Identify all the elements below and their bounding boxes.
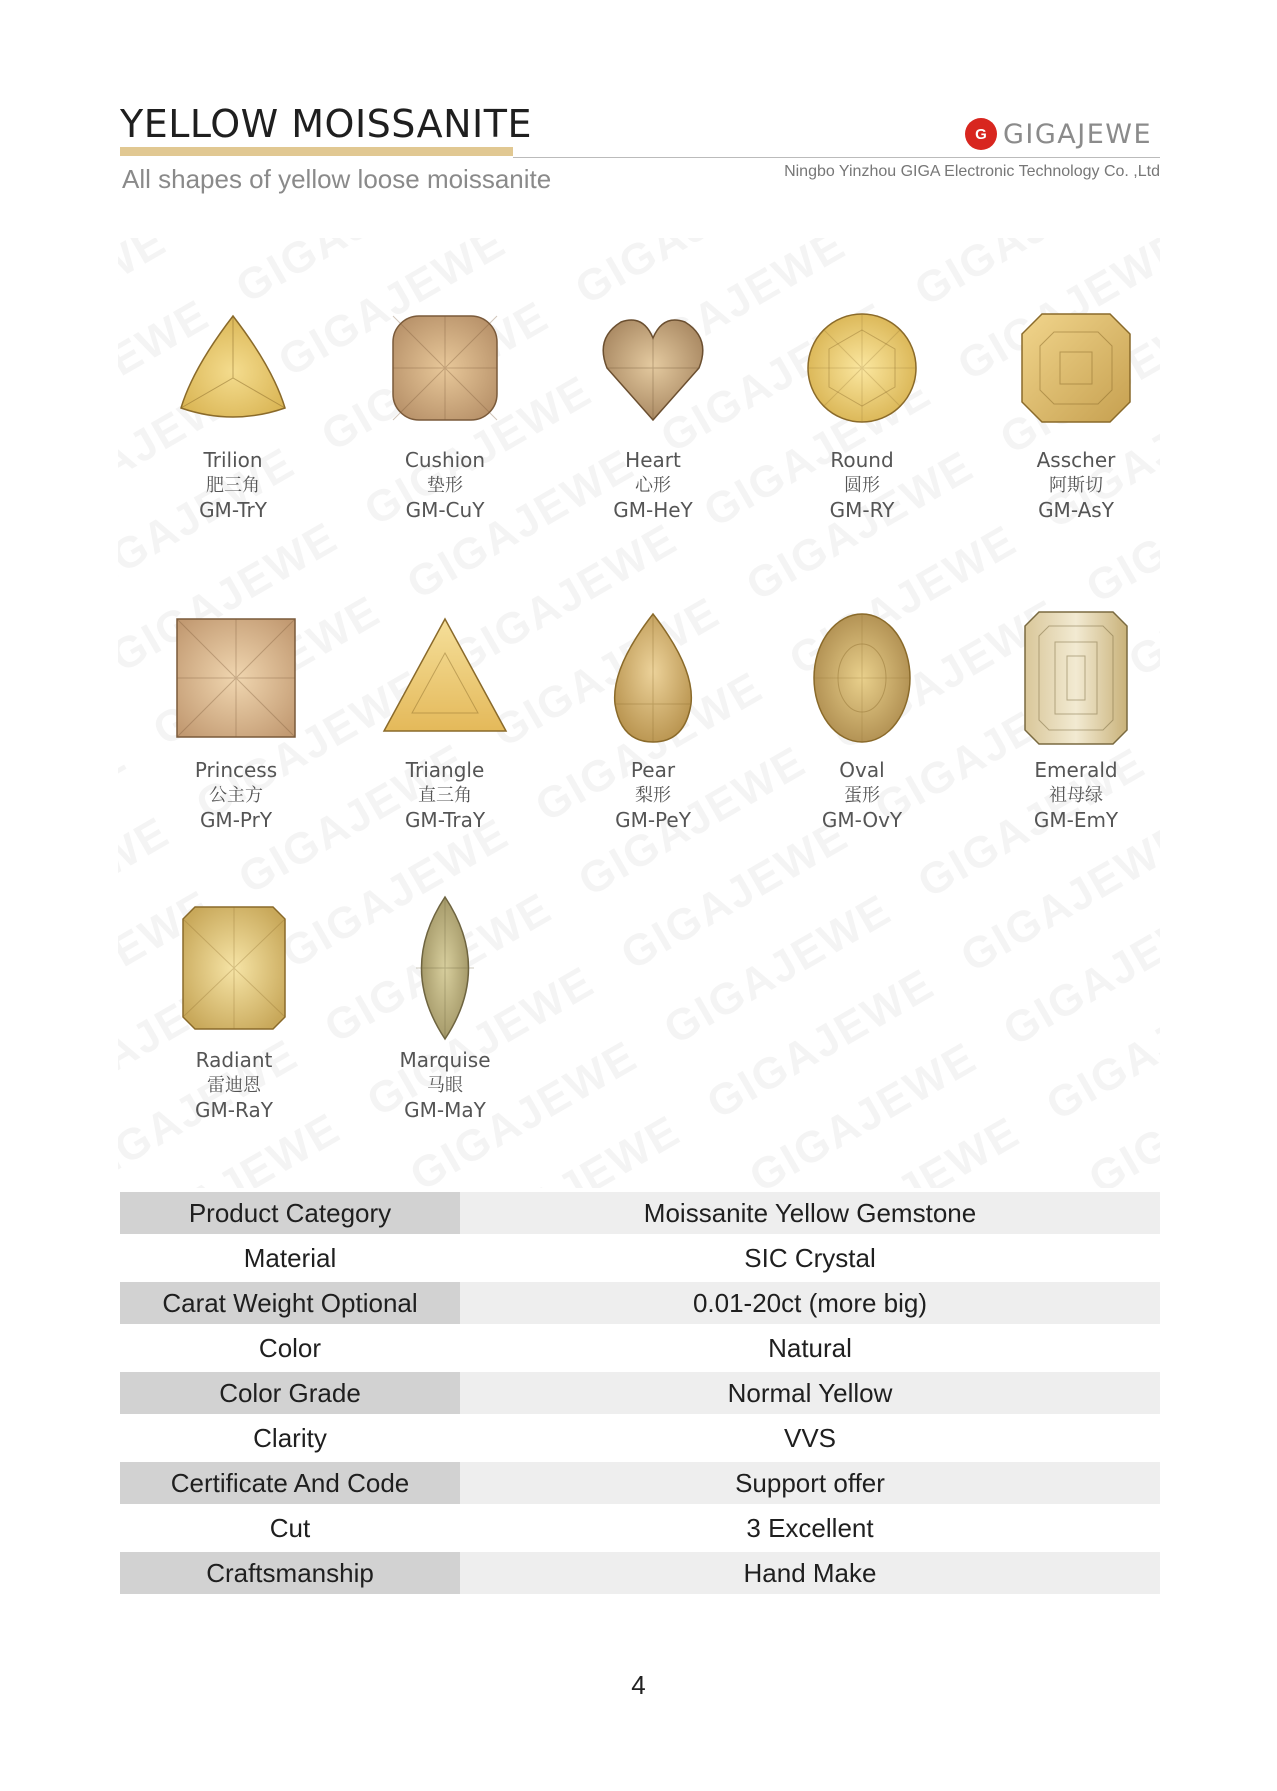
gem-name: Round: [830, 448, 894, 472]
page-title: YELLOW MOISSANITE: [120, 102, 532, 146]
spec-label: Clarity: [253, 1422, 327, 1453]
spec-value: 0.01-20ct (more big): [460, 1282, 1160, 1324]
brand-logo: [965, 118, 1152, 150]
cushion-gem-icon: [340, 288, 550, 448]
title-underline-gray: [513, 157, 1160, 158]
asscher-gem-icon: [971, 288, 1160, 448]
spec-label: Material: [243, 1242, 337, 1273]
gem-code: GM-RY: [829, 498, 895, 522]
spec-row: [120, 1417, 1160, 1459]
gem-name: Oval: [839, 758, 885, 782]
gem-card: [340, 888, 550, 1123]
watermark-text: [185, 238, 437, 253]
watermark-text: [656, 885, 908, 1068]
spec-label: Color Grade: [120, 1372, 460, 1414]
watermark-text: [488, 1180, 740, 1188]
spec-row: [120, 1507, 1160, 1549]
gem-name-cn: 蛋形: [844, 785, 880, 806]
gem-name: Emerald: [1034, 758, 1118, 782]
gem-card: [757, 288, 967, 523]
gem-code: GM-PeY: [615, 808, 691, 832]
gem-code: GM-AsY: [1038, 498, 1114, 522]
gem-name: Pear: [630, 758, 676, 782]
title-underline-gold: [120, 147, 513, 156]
page-subtitle: All shapes of yellow loose moissanite: [122, 164, 552, 194]
gem-code: GM-RaY: [195, 1098, 273, 1122]
gem-name-cn: 直三角: [418, 785, 472, 806]
spec-label: Certificate And Code: [120, 1462, 460, 1504]
watermark-text: [995, 887, 1160, 1070]
gem-code: GM-PrY: [199, 808, 273, 832]
emerald-gem-icon: [971, 598, 1160, 758]
watermark-text: [1038, 961, 1160, 1144]
gem-card: [128, 288, 338, 523]
gem-name: Cushion: [404, 448, 486, 472]
gem-name-cn: 祖母绿: [1049, 785, 1103, 806]
spec-row: [120, 1282, 1160, 1324]
spec-row: [120, 1192, 1160, 1234]
gem-name: Triangle: [405, 758, 485, 782]
gem-name: Marquise: [399, 1048, 491, 1072]
spec-value: Normal Yellow: [460, 1372, 1160, 1414]
spec-value: 3 Excellent: [746, 1512, 874, 1543]
gem-code: GM-EmY: [1033, 808, 1119, 832]
spec-table: [120, 1192, 1160, 1597]
gem-name-cn: 公主方: [209, 785, 263, 806]
gem-card: [971, 288, 1160, 523]
spec-label: Craftsmanship: [120, 1552, 460, 1594]
spec-row: [120, 1237, 1160, 1279]
gem-name-cn: 马眼: [427, 1075, 463, 1096]
gem-card: [129, 888, 339, 1123]
gem-name: Asscher: [1036, 448, 1116, 472]
spec-value: Natural: [768, 1332, 852, 1363]
gem-card: [131, 598, 341, 833]
marquise-gem-icon: [340, 888, 550, 1048]
gem-name: Princess: [194, 758, 278, 782]
watermark-text: [864, 238, 1116, 256]
spec-value: Support offer: [460, 1462, 1160, 1504]
round-gem-icon: [757, 288, 967, 448]
spec-row: [120, 1462, 1160, 1504]
gem-code: GM-OvY: [821, 808, 903, 832]
watermark-text: [827, 1181, 1079, 1188]
radiant-gem-icon: [129, 888, 339, 1048]
watermark-text: [741, 1033, 993, 1188]
gem-code: GM-TrY: [199, 498, 267, 522]
gem-card: [757, 598, 967, 833]
spec-row: [120, 1372, 1160, 1414]
gem-name-cn: 梨形: [635, 785, 671, 806]
watermark-text: [1081, 1035, 1160, 1188]
page-number: 4: [631, 1670, 646, 1700]
heart-gem-icon: [548, 288, 758, 448]
spec-label: Product Category: [120, 1192, 460, 1234]
watermark-text: [784, 1107, 1036, 1188]
gem-name-cn: 心形: [635, 475, 671, 496]
gem-name-cn: 圆形: [844, 475, 880, 496]
spec-label: Cut: [269, 1512, 311, 1543]
gem-name: Heart: [625, 448, 681, 472]
logo-text: GIGAJEWE: [1003, 118, 1153, 150]
spec-value: SIC Crystal: [744, 1242, 876, 1273]
gem-name: Trilion: [203, 448, 263, 472]
spec-row: [120, 1552, 1160, 1594]
gem-name-cn: 垫形: [427, 475, 463, 496]
princess-gem-icon: [131, 598, 341, 758]
gem-code: GM-HeY: [613, 498, 693, 522]
gem-card: [971, 598, 1160, 833]
gem-gallery: [118, 238, 1160, 1188]
gem-card: [548, 288, 758, 523]
watermark-text: [613, 811, 865, 994]
gem-card: [548, 598, 758, 833]
gem-code: GM-MaY: [404, 1098, 486, 1122]
gem-code: GM-TraY: [404, 808, 486, 832]
gem-card: [340, 288, 550, 523]
gem-name-cn: 阿斯切: [1049, 475, 1103, 496]
gem-name-cn: 肥三角: [206, 475, 260, 496]
spec-label: Color: [258, 1332, 322, 1363]
spec-value: VVS: [783, 1422, 837, 1453]
gem-code: GM-CuY: [405, 498, 485, 522]
triangle-gem-icon: [340, 598, 550, 758]
watermark-text: [952, 812, 1160, 995]
company-name: Ningbo Yinzhou GIGA Electronic Technology Co. ,Ltd: [784, 163, 1160, 180]
trillion-gem-icon: [128, 288, 338, 448]
spec-label: Carat Weight Optional: [120, 1282, 460, 1324]
watermark-text: [148, 1178, 400, 1188]
spec-value: Hand Make: [460, 1552, 1160, 1594]
gem-name-cn: 雷迪恩: [207, 1075, 261, 1096]
spec-value: Moissanite Yellow Gemstone: [460, 1192, 1160, 1234]
logo-mark-icon: G: [965, 118, 997, 150]
gem-name: Radiant: [195, 1048, 273, 1072]
oval-gem-icon: [757, 598, 967, 758]
pear-gem-icon: [548, 598, 758, 758]
gem-card: [340, 598, 550, 833]
watermark-text: [699, 959, 951, 1142]
watermark-text: [524, 238, 776, 254]
spec-row: [120, 1327, 1160, 1369]
